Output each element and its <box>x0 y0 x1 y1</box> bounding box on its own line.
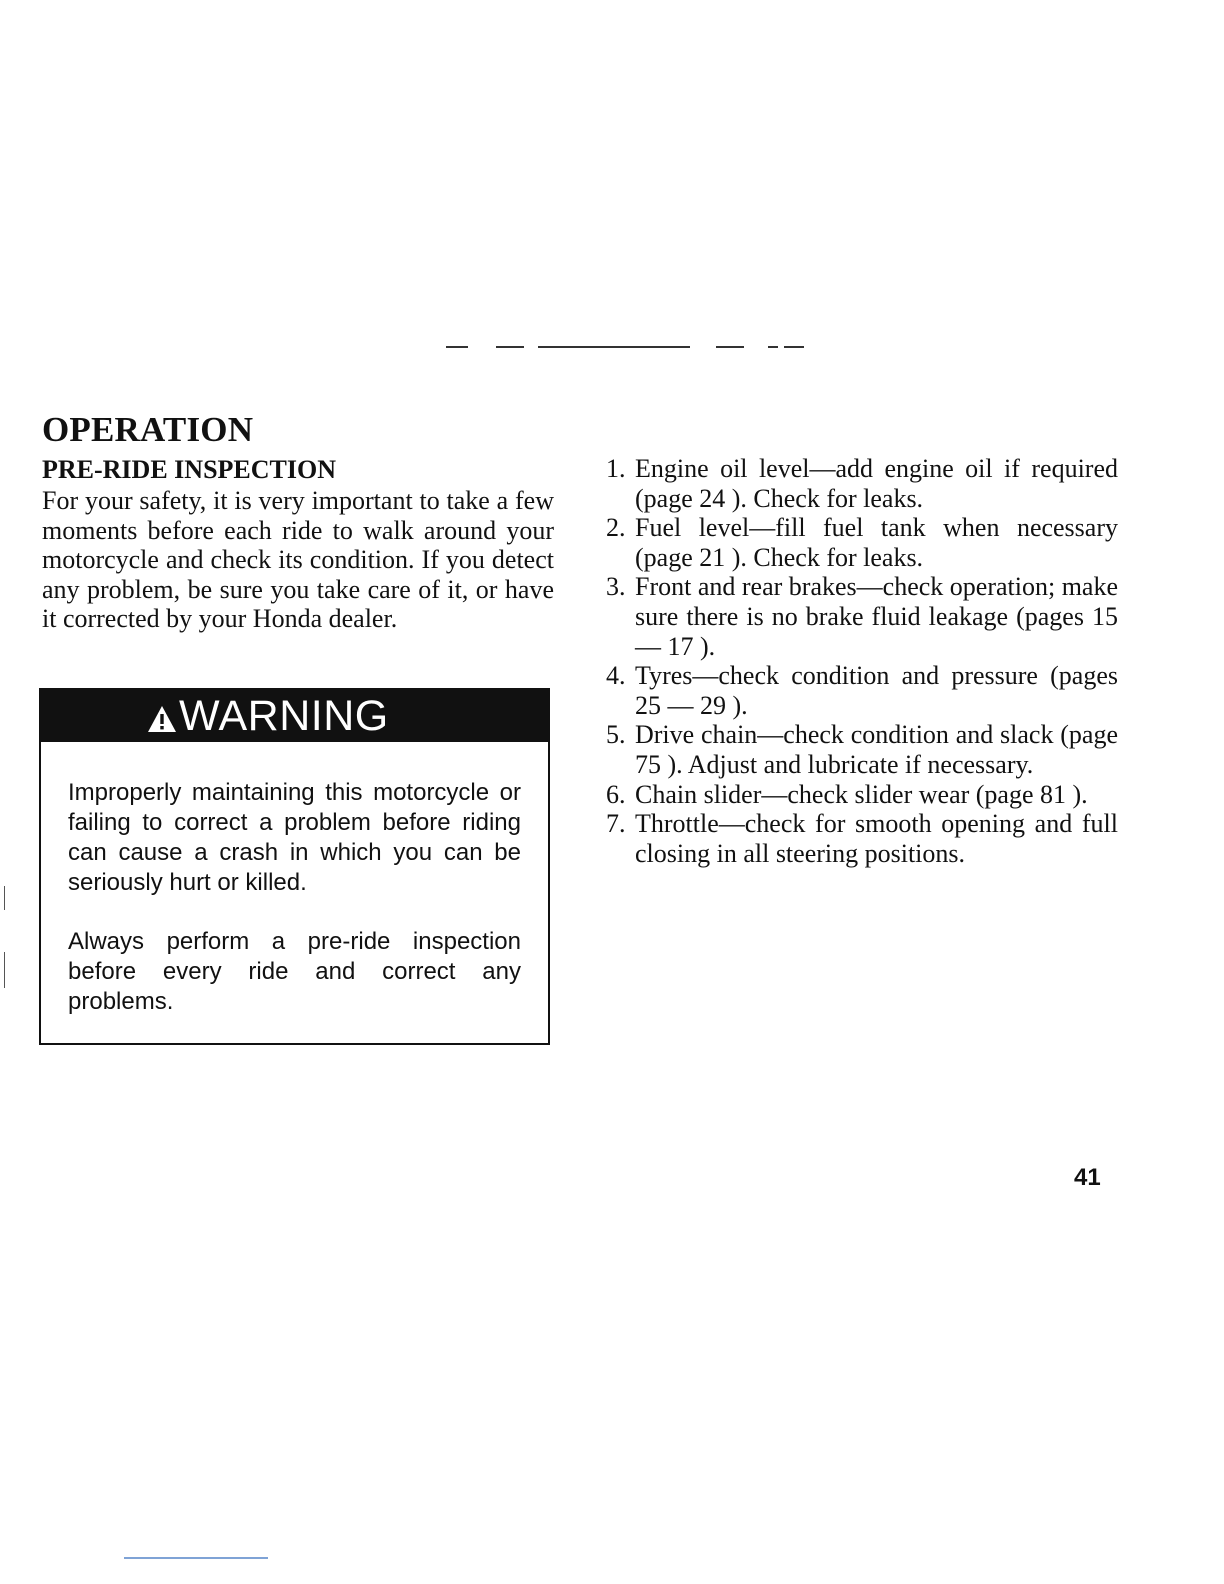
checklist-item-text: Front and rear brakes—check operation; make sure there is no brake fluid leakage (pages 15 — 17 ). <box>635 572 1118 661</box>
checklist-item-text: Engine oil level—add engine oil if required (page 24 ). Check for leaks. <box>635 454 1118 513</box>
warning-label: WARNING <box>179 691 389 740</box>
checklist-item-number: 5. <box>606 720 626 750</box>
checklist-item-number: 3. <box>606 572 626 602</box>
checklist-item-number: 1. <box>606 454 626 483</box>
checklist-item <box>606 809 1118 868</box>
warning-header <box>41 690 548 742</box>
checklist-item <box>606 720 1118 779</box>
checklist-item <box>606 572 1118 661</box>
checklist-item-text: Chain slider—check slider wear (page 81 ). <box>635 779 1088 809</box>
inspection-checklist <box>606 454 1118 868</box>
checklist-item-number: 2. <box>606 513 626 543</box>
checklist-item <box>606 513 1118 572</box>
checklist-item-text: Drive chain—check condition and slack (page 75 ). Adjust and lubricate if necessary. <box>635 720 1118 779</box>
section-title: OPERATION <box>42 410 254 449</box>
scan-artifact-rule <box>124 1557 268 1559</box>
checklist-item-text: Tyres—check condition and pressure (pages 25 — 29 ). <box>635 661 1118 720</box>
checklist-item-text: Throttle—check for smooth opening and full closing in all steering positions. <box>635 809 1118 868</box>
warning-paragraph: Always perform a pre-ride inspection before every ride and correct any problems. <box>68 928 521 1015</box>
warning-triangle-icon <box>147 705 177 733</box>
checklist-item-number: 7. <box>606 809 626 839</box>
intro-paragraph: For your safety, it is very important to take a few moments before each ride to walk around your motorcycle and check its condition. If you detect any problem, be sure you take care of it, or have it corrected by your Honda dealer. <box>42 486 554 633</box>
checklist-item <box>606 661 1118 720</box>
checklist-item-text: Fuel level—fill fuel tank when necessary (page 21 ). Check for leaks. <box>635 513 1118 572</box>
checklist-item <box>606 780 1118 810</box>
checklist-column <box>606 454 1118 868</box>
intro-column <box>42 408 554 634</box>
scan-edge-mark <box>4 952 5 988</box>
subsection-title: PRE-RIDE INSPECTION <box>42 455 336 484</box>
warning-box <box>39 688 550 1045</box>
warning-paragraph: Improperly maintaining this motorcycle or failing to correct a problem before riding can cause a crash in which you can be seriously hurt or killed. <box>68 779 521 896</box>
scan-edge-mark <box>4 886 5 910</box>
warning-body <box>41 742 548 1017</box>
scan-artifact-dashes <box>400 346 870 348</box>
checklist-item-number: 6. <box>606 779 626 809</box>
checklist-item <box>606 454 1118 513</box>
page-number: 41 <box>1074 1164 1101 1191</box>
checklist-item-number: 4. <box>606 661 626 691</box>
